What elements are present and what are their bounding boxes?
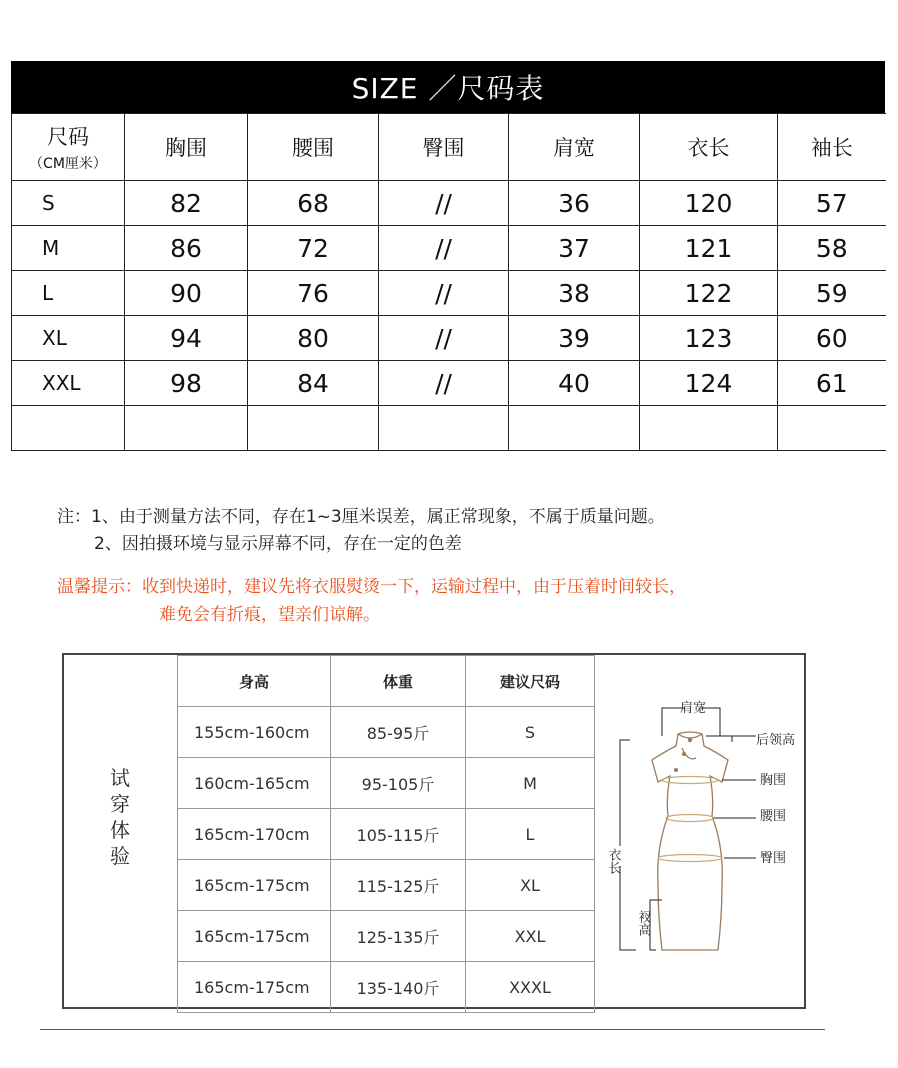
sleeve-cell: 58 <box>778 226 886 271</box>
tryon-table <box>177 655 595 1013</box>
length-cell: 120 <box>640 181 778 226</box>
waist-cell: 68 <box>248 181 379 226</box>
table-row <box>178 860 595 911</box>
waist-cell: 80 <box>248 316 379 361</box>
label-collar: 后领高 <box>756 733 796 748</box>
weight-cell: 85-95斤 <box>331 707 466 758</box>
length-cell: 122 <box>640 271 778 316</box>
header-size <box>12 114 125 181</box>
recommended-size-cell: L <box>466 809 595 860</box>
shoulder-cell: 37 <box>509 226 640 271</box>
tryon-label: 试穿体验 <box>110 766 130 868</box>
empty-cell <box>125 406 248 451</box>
height-cell: 165cm-175cm <box>178 860 331 911</box>
shoulder-cell: 38 <box>509 271 640 316</box>
recommended-size-cell: S <box>466 707 595 758</box>
recommended-size-cell: XXXL <box>466 962 595 1013</box>
sleeve-cell: 59 <box>778 271 886 316</box>
weight-cell: 135-140斤 <box>331 962 466 1013</box>
sleeve-cell: 61 <box>778 361 886 406</box>
waist-cell: 72 <box>248 226 379 271</box>
size-table <box>11 113 886 451</box>
label-bust: 胸围 <box>760 773 787 788</box>
table-row <box>12 316 886 361</box>
header-hip: 臀围 <box>379 114 509 181</box>
height-cell: 165cm-175cm <box>178 962 331 1013</box>
size-cell: M <box>12 226 125 271</box>
header-size-unit: （CM厘米） <box>29 156 107 172</box>
empty-cell <box>640 406 778 451</box>
table-row <box>12 271 886 316</box>
shoulder-cell: 40 <box>509 361 640 406</box>
tryon-header <box>178 656 595 707</box>
empty-cell <box>248 406 379 451</box>
hip-cell: // <box>379 271 509 316</box>
shoulder-cell: 39 <box>509 316 640 361</box>
empty-cell <box>12 406 125 451</box>
height-cell: 165cm-170cm <box>178 809 331 860</box>
weight-cell: 105-115斤 <box>331 809 466 860</box>
shoulder-cell: 36 <box>509 181 640 226</box>
header-size-label: 尺码 <box>47 125 89 149</box>
table-row <box>178 758 595 809</box>
recommended-size-cell: M <box>466 758 595 809</box>
header-weight: 体重 <box>331 656 466 707</box>
header-recommended-size: 建议尺码 <box>466 656 595 707</box>
table-row-empty <box>12 406 886 451</box>
bottom-divider <box>40 1029 825 1030</box>
dress-outline <box>652 732 728 950</box>
length-cell: 121 <box>640 226 778 271</box>
size-cell: L <box>12 271 125 316</box>
header-bust: 胸围 <box>125 114 248 181</box>
note-line-2: 2、因拍摄环境与显示屏幕不同，存在一定的色差 <box>94 534 462 554</box>
label-shoulder: 肩宽 <box>680 701 707 716</box>
bust-cell: 86 <box>125 226 248 271</box>
label-waist: 腰围 <box>760 809 787 824</box>
empty-cell <box>379 406 509 451</box>
size-cell: XL <box>12 316 125 361</box>
header-height: 身高 <box>178 656 331 707</box>
height-cell: 160cm-165cm <box>178 758 331 809</box>
header-length: 衣长 <box>640 114 778 181</box>
warm-tips <box>57 573 686 629</box>
empty-cell <box>509 406 640 451</box>
height-cell: 165cm-175cm <box>178 911 331 962</box>
empty-cell <box>778 406 886 451</box>
qipao-measurement-diagram <box>596 688 802 960</box>
hip-cell: // <box>379 181 509 226</box>
length-cell: 124 <box>640 361 778 406</box>
table-row <box>12 361 886 406</box>
hip-cell: // <box>379 361 509 406</box>
hip-cell: // <box>379 316 509 361</box>
header-waist: 腰围 <box>248 114 379 181</box>
header-shoulder: 肩宽 <box>509 114 640 181</box>
weight-cell: 95-105斤 <box>331 758 466 809</box>
weight-cell: 125-135斤 <box>331 911 466 962</box>
recommended-size-cell: XXL <box>466 911 595 962</box>
table-row <box>12 226 886 271</box>
height-cell: 155cm-160cm <box>178 707 331 758</box>
size-cell: XXL <box>12 361 125 406</box>
label-hip: 臀围 <box>760 851 787 866</box>
hip-cell: // <box>379 226 509 271</box>
weight-cell: 115-125斤 <box>331 860 466 911</box>
bust-cell: 90 <box>125 271 248 316</box>
length-cell: 123 <box>640 316 778 361</box>
table-row <box>12 181 886 226</box>
table-row <box>178 962 595 1013</box>
table-row <box>178 911 595 962</box>
measurement-notes <box>57 504 665 558</box>
size-cell: S <box>12 181 125 226</box>
sleeve-cell: 57 <box>778 181 886 226</box>
size-table-title: SIZE ／尺码表 <box>11 61 885 113</box>
table-row <box>178 707 595 758</box>
size-table-header <box>12 114 886 181</box>
label-length: 衣长 <box>605 848 621 874</box>
header-sleeve: 袖长 <box>778 114 886 181</box>
bust-cell: 82 <box>125 181 248 226</box>
recommended-size-cell: XL <box>466 860 595 911</box>
tip-line-1: 温馨提示：收到快递时，建议先将衣服熨烫一下，运输过程中，由于压着时间较长， <box>57 577 686 597</box>
note-line-1: 注：1、由于测量方法不同，存在1~3厘米误差，属正常现象，不属于质量问题。 <box>57 507 665 527</box>
table-row <box>178 809 595 860</box>
waist-cell: 76 <box>248 271 379 316</box>
bust-cell: 98 <box>125 361 248 406</box>
waist-cell: 84 <box>248 361 379 406</box>
tip-line-2: 难免会有折痕，望亲们谅解。 <box>159 605 380 625</box>
bust-cell: 94 <box>125 316 248 361</box>
sleeve-cell: 60 <box>778 316 886 361</box>
label-slit: 衩高 <box>635 910 651 936</box>
